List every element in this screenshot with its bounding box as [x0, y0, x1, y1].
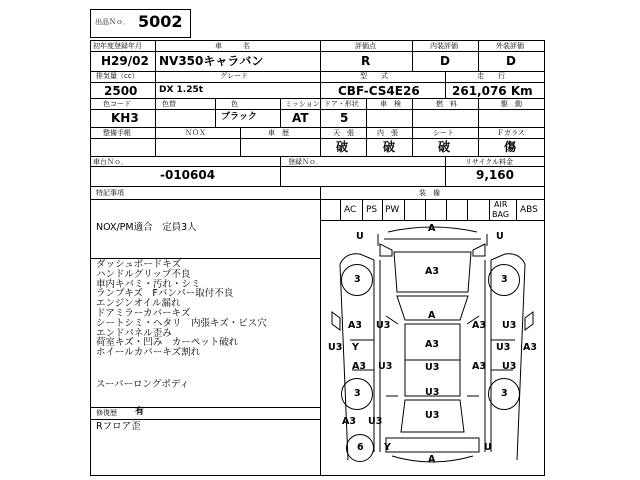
damage-cargo: U3 [425, 387, 440, 398]
damage-top-u-left: U [356, 231, 364, 242]
grade-label: グレード [220, 72, 248, 80]
damage-left-y: Y [352, 342, 359, 353]
history-label: 車 歴 [268, 129, 289, 137]
displacement-label: 排気量（cc） [96, 72, 139, 80]
color-value: ブラック [221, 112, 257, 122]
damage-hood: A3 [425, 266, 439, 277]
remark-item: シートシミ・ヘタリ 内張キズ・ビス穴 [96, 317, 267, 329]
score-value: R [361, 54, 371, 68]
transmission-value: AT [292, 111, 309, 125]
lot-number: 5002 [138, 12, 183, 31]
damage-fl-door-u: U3 [376, 320, 391, 331]
fuel-label: 燃 料 [436, 100, 457, 108]
sunroof-value: 破 [336, 140, 349, 154]
equip-ac: AC [344, 205, 357, 215]
equip-abs: ABS [520, 205, 538, 215]
model-type-label: 型 式 [360, 72, 388, 80]
remarks-list [96, 260, 267, 358]
remark-item: ハンドルグリップ不良 [96, 268, 191, 280]
damage-fr-door-u: U3 [502, 320, 517, 331]
car-name-label: 車 名 [215, 42, 250, 50]
damage-tire-rl: 3 [354, 388, 361, 399]
repair-history-value: 有 [135, 407, 145, 417]
interior-score-value: D [440, 54, 450, 68]
sunroof-label: 天 張 [333, 129, 354, 137]
damage-rr-u: U3 [502, 361, 517, 372]
damage-right-a: A3 [523, 342, 537, 353]
displacement-value: 2500 [104, 84, 138, 98]
equip-airbag-bottom: BAG [492, 210, 510, 219]
seat-label: シート [433, 129, 454, 137]
remark-item: 車内キバミ・汚れ・シミ [96, 278, 201, 290]
damage-fr-door-a: A3 [472, 320, 486, 331]
transmission-label: ミッション [285, 100, 320, 108]
damage-windshield: A [428, 310, 436, 321]
mileage-label: 走 行 [477, 72, 505, 80]
lot-label: 出品Ｎｏ． [95, 18, 130, 26]
damage-left-u: U3 [328, 342, 343, 353]
damage-rl-u: U3 [378, 361, 393, 372]
model-type-value: CBF-CS4E26 [338, 84, 420, 98]
remark-item: エンドパネル歪み [96, 327, 172, 339]
mileage-value: 261,076 Km [452, 84, 533, 98]
damage-roof: A3 [425, 339, 439, 350]
doors-value: 5 [340, 111, 349, 125]
damage-tire-rr: 3 [501, 388, 508, 399]
damage-rear-bumper: A [428, 454, 436, 465]
remark-item: ダッシュボードキズ [96, 259, 182, 270]
remarks-note: スーパーロングボディ [96, 379, 190, 390]
damage-top-a: A [428, 223, 436, 234]
interior-trim-value: 破 [383, 140, 396, 154]
exterior-score-label: 外装評価 [496, 42, 524, 50]
remark-item: 荷室キズ・凹み カーペット破れ [96, 337, 239, 349]
inspection-label: 車 検 [380, 100, 401, 108]
damage-rear-u-left: U3 [368, 416, 383, 427]
drive-label: 駆 動 [501, 100, 522, 108]
first-reg-value: H29/02 [101, 54, 149, 68]
damage-tire-fr: 3 [501, 274, 508, 285]
equip-pw: PW [385, 205, 400, 215]
repair-note: Rフロア歪 [96, 421, 141, 432]
damage-rear-y: Y [384, 442, 391, 453]
damage-rl-a: A3 [352, 361, 366, 372]
glass-label: Ｆガラス [497, 129, 525, 137]
remark-item: ホイールカバーキズ割れ [96, 347, 201, 359]
damage-right-u: U3 [496, 342, 511, 353]
color-code-label: 色コード [103, 100, 131, 108]
damage-rr-a: A3 [472, 361, 486, 372]
interior-score-label: 内装評価 [430, 42, 458, 50]
damage-tire-spare: 6 [357, 442, 364, 453]
remarks-label: 特記事項 [96, 189, 124, 197]
damage-rear-u-bottom: U [484, 442, 492, 453]
recycle-fee-label: リサイクル料金 [465, 158, 514, 166]
color-label: 色 [231, 100, 238, 108]
score-label: 評価点 [355, 42, 376, 50]
color-code-value: KH3 [111, 111, 139, 125]
color-change-label: 色替 [162, 100, 176, 108]
glass-value: 傷 [504, 140, 517, 154]
damage-tire-fl: 3 [354, 274, 361, 285]
damage-rear-u-right: U3 [425, 410, 440, 421]
first-reg-label: 初年度登録年月 [93, 42, 142, 50]
chassis-no-value: -010604 [160, 168, 216, 182]
damage-roof-rear: U3 [425, 362, 440, 373]
interior-trim-label: 内 張 [377, 129, 398, 137]
damage-rear-a-left: A3 [342, 416, 356, 427]
maintenance-label: 整備手帳 [103, 129, 131, 137]
damage-top-u-right: U [496, 231, 504, 242]
grade-value: DX 1.25t [159, 85, 204, 95]
car-name-value: NV350キャラバン [159, 54, 264, 68]
equipment-label: 装 備 [419, 189, 440, 197]
remark-item: エンジンオイル漏れ [96, 298, 181, 310]
remark-item: ランプキズ Fバンパー取付不良 [96, 288, 234, 300]
reg-no-label: 登録Ｎｏ． [288, 158, 323, 166]
chassis-no-label: 車台Ｎｏ． [93, 158, 128, 166]
seat-value: 破 [438, 140, 451, 154]
exterior-score-value: D [506, 54, 516, 68]
equip-airbag-top: AIR [494, 200, 508, 209]
repair-history-label: 修復歴 [96, 409, 117, 417]
doors-label: ドア・形状 [324, 100, 359, 108]
recycle-fee-value: 9,160 [476, 168, 514, 182]
equip-ps: PS [366, 205, 378, 215]
remark-item: ドアミラーカバーキズ [96, 307, 191, 319]
nox-label: ＮＯＸ [185, 129, 206, 137]
damage-fl-door-a: A3 [348, 320, 362, 331]
remarks-lead: NOX/PM適合 定員3人 [96, 222, 197, 233]
